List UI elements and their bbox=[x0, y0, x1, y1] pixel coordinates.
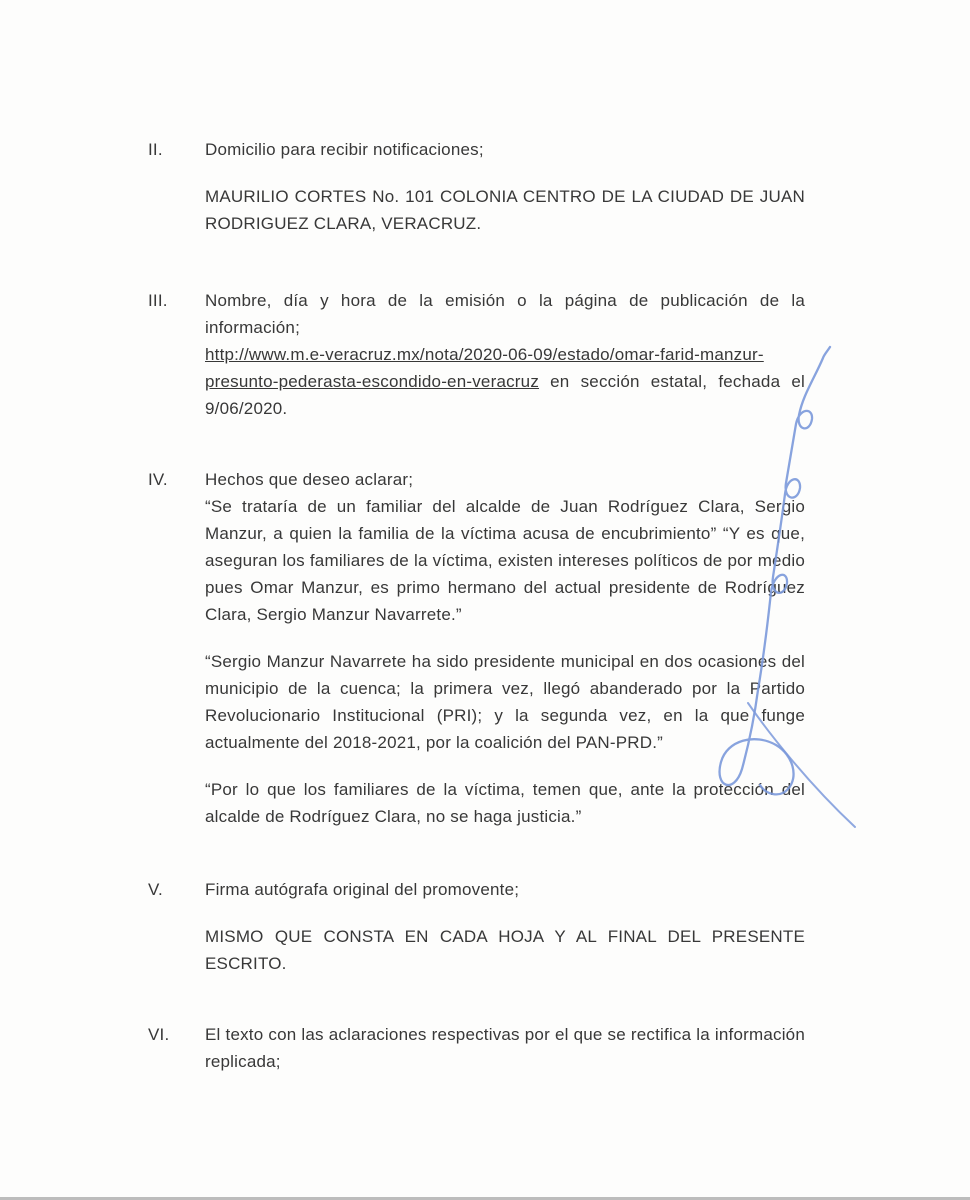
section-heading: Hechos que deseo aclarar; bbox=[205, 470, 414, 489]
section-iv bbox=[148, 466, 805, 830]
section-paragraph: “Se trataría de un familiar del alcalde de Juan Rodríguez Clara, Sergio Manzur, a quien la familia de la víctima acusa de encubrimiento” “Y es que, aseguran los familiares de la víctima, existen intereses políticos de por medio pues Omar Manzur, es primo hermano del actual presidente de Rodríguez Clara, Sergio Manzur Navarrete.” bbox=[205, 497, 805, 624]
section-numeral: VI. bbox=[148, 1025, 170, 1044]
section-content bbox=[205, 876, 805, 977]
section-ii bbox=[148, 136, 805, 237]
paragraph-spacer bbox=[205, 163, 805, 183]
section-iii bbox=[148, 287, 805, 422]
section-heading: Firma autógrafa original del promovente; bbox=[205, 880, 520, 899]
paragraph-spacer bbox=[205, 903, 805, 923]
article-url: http://www.m.e-veracruz.mx/nota/2020-06-09/estado/omar-farid-manzur-presunto-pederasta-escondido-en-veracruz bbox=[205, 345, 764, 391]
section-numeral: IV. bbox=[148, 470, 168, 489]
section-content bbox=[205, 1021, 805, 1075]
section-heading: Domicilio para recibir notificaciones; bbox=[205, 140, 484, 159]
section-heading: Nombre, día y hora de la emisión o la página de publicación de la información; bbox=[205, 291, 805, 337]
section-numeral: V. bbox=[148, 880, 163, 899]
section-content bbox=[205, 287, 805, 422]
section-numeral: II. bbox=[148, 140, 163, 159]
section-numeral: III. bbox=[148, 291, 168, 310]
section-paragraph: MAURILIO CORTES No. 101 COLONIA CENTRO DE LA CIUDAD DE JUAN RODRIGUEZ CLARA, VERACRUZ. bbox=[205, 187, 805, 233]
publication-details: en sección estatal, fechada el 9/06/2020. bbox=[205, 372, 805, 418]
section-vi bbox=[148, 1021, 805, 1075]
section-content bbox=[205, 136, 805, 237]
section-heading: El texto con las aclaraciones respectivas por el que se rectifica la información replicada; bbox=[205, 1025, 805, 1071]
section-paragraph: “Por lo que los familiares de la víctima, temen que, ante la protección del alcalde de Rodríguez Clara, no se haga justicia.” bbox=[205, 780, 805, 826]
publication-reference bbox=[205, 341, 805, 422]
section-paragraph: MISMO QUE CONSTA EN CADA HOJA Y AL FINAL DEL PRESENTE ESCRITO. bbox=[205, 927, 805, 973]
section-v bbox=[148, 876, 805, 977]
document-body bbox=[148, 136, 805, 1075]
section-paragraph: “Sergio Manzur Navarrete ha sido presidente municipal en dos ocasiones del municipio de la cuenca; la primera vez, llegó abanderado por la Partido Revolucionario Institucional (PRI); y la segunda vez, en la que funge actualmente del 2018-2021, por la coalición del PAN-PRD.” bbox=[205, 652, 805, 752]
paragraph-spacer bbox=[205, 756, 805, 776]
section-content bbox=[205, 466, 805, 830]
paragraph-spacer bbox=[205, 628, 805, 648]
